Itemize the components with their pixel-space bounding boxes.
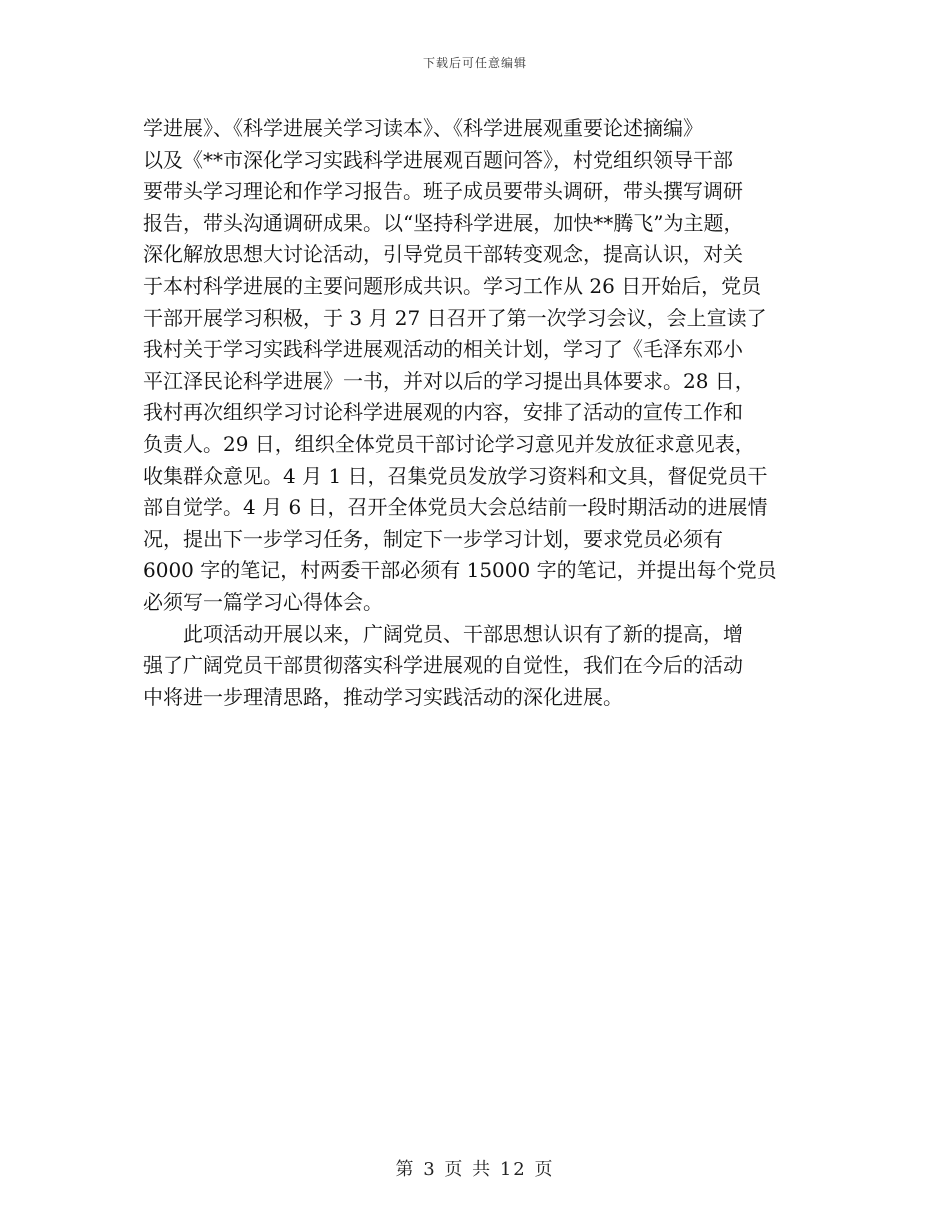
text-line: 负责人。29 日，组织全体党员干部讨论学习意见并发放征求意见表， (143, 431, 755, 456)
text-line: 收集群众意见。4 月 1 日，召集党员发放学习资料和文具，督促党员干 (143, 463, 768, 488)
text-line: 以及《**市深化学习实践科学进展观百题问答》，村党组织领导干部 (143, 147, 733, 172)
text-line: 部自觉学。4 月 6 日，召开全体党员大会总结前一段时期活动的进展情 (143, 495, 768, 520)
text-line: 干部开展学习积极，于 3 月 27 日召开了第一次学习会议，会上宣读了 (143, 305, 767, 330)
text-line: 于本村科学进展的主要问题形成共识。学习工作从 26 日开始后，党员 (143, 273, 762, 298)
text-line: 我村关于学习实践科学进展观活动的相关计划，学习了《毛泽东邓小 (143, 337, 743, 362)
text-line: 6000 字的笔记，村两委干部必须有 15000 字的笔记，并提出每个党员 (143, 558, 777, 583)
text-line: 中将进一步理清思路，推动学习实践活动的深化进展。 (143, 684, 623, 709)
text-line: 平江泽民论科学进展》一书，并对以后的学习提出具体要求。28 日， (143, 368, 755, 393)
page-header: 下载后可任意编辑 (422, 56, 527, 70)
paragraph-2 (143, 619, 807, 714)
page-footer: 第 3 页 共 12 页 (395, 1159, 555, 1180)
text-line: 此项活动开展以来，广阔党员、干部思想认识有了新的提高，增 (183, 621, 743, 646)
text-line: 强了广阔党员干部贯彻落实科学进展观的自觉性，我们在今后的活动 (143, 653, 743, 678)
text-line: 报告，带头沟通调研成果。以“坚持科学进展，加快**腾飞”为主题， (143, 210, 744, 235)
text-line: 必须写一篇学习心得体会。 (143, 589, 383, 614)
text-line: 学进展》、《科学进展关学习读本》、《科学进展观重要论述摘编》 (143, 116, 703, 140)
document-body (143, 113, 807, 713)
text-line: 我村再次组织学习讨论科学进展观的内容，安排了活动的宣传工作和 (143, 400, 743, 425)
text-line: 深化解放思想大讨论活动，引导党员干部转变观念，提高认识，对关 (143, 242, 743, 267)
text-line: 况，提出下一步学习任务，制定下一步学习计划，要求党员必须有 (143, 526, 723, 551)
paragraph-1 (143, 113, 807, 619)
text-line: 要带头学习理论和作学习报告。班子成员要带头调研，带头撰写调研 (143, 179, 743, 204)
